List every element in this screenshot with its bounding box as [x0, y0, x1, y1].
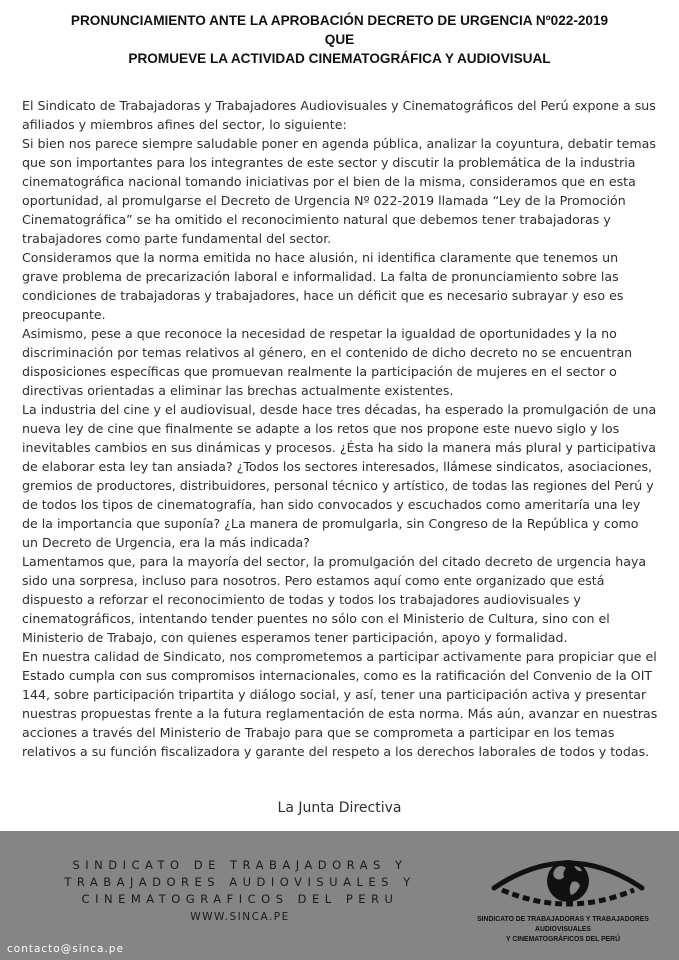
paragraph-industry: La industria del cine y el audiovisual, desde hace tres décadas, ha esperado la promulgación de una nueva ley de cine que finalmente se adapte a los retos que nos propone este nuevo siglo y los inevitables cambios en sus dinámicas y procesos. ¿Ésta ha sido la manera más plural y participativa de elaborar esta ley tan ansiada? ¿Todos los sectores interesados, llámese sindicatos, asociaciones, gremios de productores, distribuidores, personal técnico y artístico, de todas las regiones del Perú y de todos los tipos de cinematografía, han sido convocados y escuchados como ameritaría una ley de la importancia que suponía? ¿La manera de promulgarla, sin Congreso de la República y como un Decreto de Urgencia, era la más indicada? — [22, 402, 657, 550]
paragraph-omission: Si bien nos parece siempre saludable poner en agenda pública, analizar la coyuntura, debatir temas que son importantes para los integrantes de este sector y discutir la problemática de la industria cinematográfica nacional tomando iniciativas por el bien de la misma, consideramos que en esta oportunidad, al promulgarse el Decreto de Urgencia Nº 022-2019 llamada “Ley de la Promoción Cinematográfica” se ha omitido el reconocimiento natural que debemos tener trabajadoras y trabajadores como parte fundamental del sector. — [22, 136, 656, 246]
signature: La Junta Directiva — [277, 800, 402, 816]
statement-body — [22, 96, 658, 761]
paragraph-precarity: Consideramos que la norma emitida no hace alusión, ni identifica claramente que tenemos un grave problema de precarización laboral e informalidad. La falta de pronunciamiento sobre las condiciones de trabajadoras y trabajadores, hace un déficit que es necesario subrayar y eso es preocupante. — [22, 250, 624, 322]
union-name-line-3: CINEMATOGRAFICOS DEL PERU — [81, 892, 399, 906]
union-name — [30, 857, 450, 908]
union-name-line-1: SINDICATO DE TRABAJADORAS Y — [72, 858, 408, 872]
paragraph-commitment: En nuestra calidad de Sindicato, nos comprometemos a participar activamente para propiciar que el Estado cumpla con sus compromisos internacionales, como es la ratificación del Convenio de la OIT 144, sobre participación tripartita y diálogo social, y así, tener una participación activa y presentar nuestras propuestas frente a la futura reglamentación de esta norma. Más aún, avanzar en nuestras acciones a través del Ministerio de Trabajo para que se comprometa a participar en los temas relativos a su función fiscalizadora y garante del respeto a los derechos laborales de todos y todas. — [22, 649, 658, 759]
title-line-1: PRONUNCIAMIENTO ANTE LA APROBACIÓN DECRETO DE URGENCIA Nº022-2019 — [70, 13, 609, 28]
title-line-3: PROMUEVE LA ACTIVIDAD CINEMATOGRÁFICA Y AUDIOVISUAL — [128, 51, 551, 66]
paragraph-regret: Lamentamos que, para la mayoría del sector, la promulgación del citado decreto de urgencia haya sido una sorpresa, incluso para nosotros. Pero estamos aquí como ente organizado que está dispuesto a reforzar el reconocimiento de todas y todos los trabajadores audiovisuales y cinematográficos, intentando tender puentes no sólo con el Ministerio de Cultura, sino con el Ministerio de Trabajo, con quienes esperamos tener participación, apoyo y formalidad. — [22, 554, 647, 645]
document-title — [0, 11, 679, 68]
website-link[interactable]: WWW.SINCA.PE — [190, 911, 290, 923]
logo-caption — [466, 914, 659, 944]
contact-email-link[interactable]: contacto@sinca.pe — [7, 943, 124, 955]
logo-caption-line-1: SINDICATO DE TRABAJADORAS Y TRABAJADORES AUDIOVISUALES — [477, 914, 649, 933]
paragraph-intro: El Sindicato de Trabajadoras y Trabajadores Audiovisuales y Cinematográficos del Perú expone a sus afiliados y miembros afines del sector, lo siguiente: — [22, 98, 656, 132]
eye-globe-logo — [488, 844, 648, 910]
logo-caption-line-2: Y CINEMATOGRÁFICOS DEL PERÚ — [506, 934, 620, 943]
title-line-2: QUE — [324, 32, 355, 47]
paragraph-gender: Asimismo, pese a que reconoce la necesidad de respetar la igualdad de oportunidades y la no discriminación por temas relativos al género, en el contenido de dicho decreto no se encuentran disposiciones específicas que promuevan realmente la participación de mujeres en el sector o directivas orientadas a eliminar las brechas actualmente existentes. — [22, 326, 633, 398]
union-name-line-2: TRABAJADORES AUDIOVISUALES Y — [64, 875, 416, 889]
